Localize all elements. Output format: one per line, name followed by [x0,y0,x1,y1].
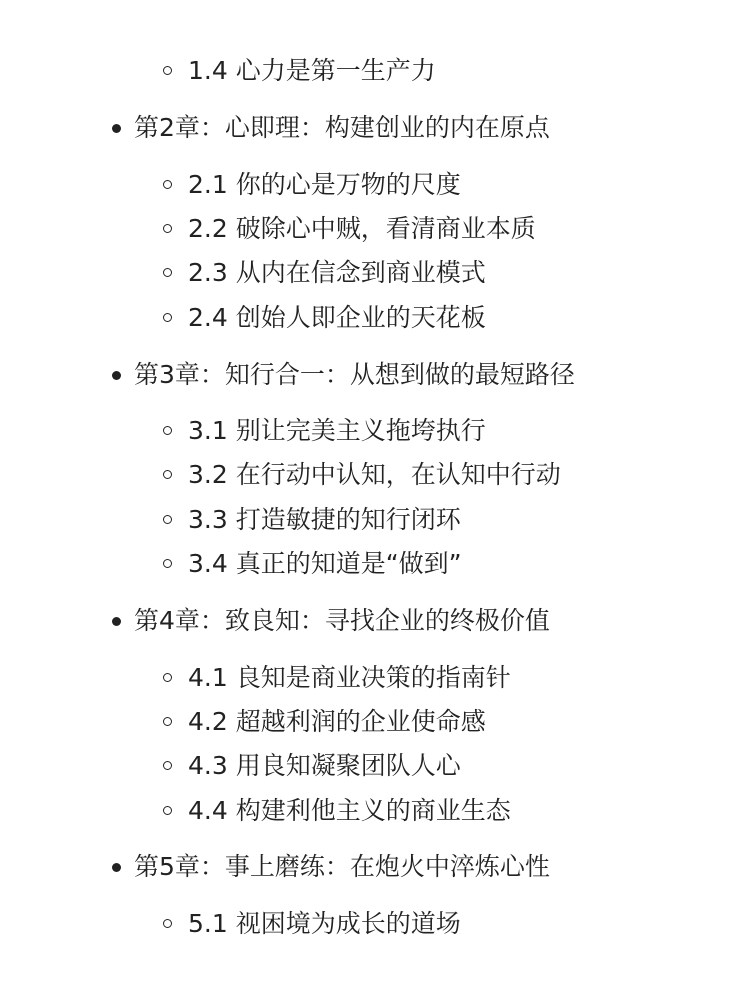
toc-section-label: 2.4 创始人即企业的天花板 [188,303,486,332]
circle-bullet-icon [163,761,172,770]
toc-section-label: 3.1 别让完美主义拖垮执行 [188,416,486,445]
circle-bullet-icon [163,268,172,277]
circle-bullet-icon [163,66,172,75]
circle-bullet-icon [163,180,172,189]
disc-bullet-icon [112,124,121,133]
toc-chapter-label: 第4章：致良知：寻找企业的终极价值 [134,606,550,635]
toc-section-label: 5.1 视困境为成长的道场 [188,909,461,938]
disc-bullet-icon [112,371,121,380]
circle-bullet-icon [163,515,172,524]
circle-bullet-icon [163,673,172,682]
disc-bullet-icon [112,617,121,626]
disc-bullet-icon [112,863,121,872]
circle-bullet-icon [163,470,172,479]
toc-section-label: 3.4 真正的知道是“做到” [188,549,462,578]
toc-section-label: 3.3 打造敏捷的知行闭环 [188,505,461,534]
toc-section-label: 1.4 心力是第一生产力 [188,56,436,85]
toc-section-label: 3.2 在行动中认知，在认知中行动 [188,460,561,489]
toc-chapter-label: 第2章：心即理：构建创业的内在原点 [134,113,550,142]
toc-section-label: 2.3 从内在信念到商业模式 [188,258,486,287]
circle-bullet-icon [163,426,172,435]
toc-section-label: 2.2 破除心中贼，看清商业本质 [188,214,536,243]
circle-bullet-icon [163,717,172,726]
circle-bullet-icon [163,559,172,568]
circle-bullet-icon [163,313,172,322]
circle-bullet-icon [163,919,172,928]
circle-bullet-icon [163,806,172,815]
toc-section-label: 4.3 用良知凝聚团队人心 [188,751,461,780]
circle-bullet-icon [163,224,172,233]
toc-section-label: 4.2 超越利润的企业使命感 [188,707,486,736]
toc-chapter-label: 第3章：知行合一：从想到做的最短路径 [134,360,575,389]
toc-section-label: 4.1 良知是商业决策的指南针 [188,663,511,692]
toc-chapter-label: 第5章：事上磨练：在炮火中淬炼心性 [134,852,550,881]
toc-section-label: 2.1 你的心是万物的尺度 [188,170,461,199]
toc-section-label: 4.4 构建利他主义的商业生态 [188,796,511,825]
